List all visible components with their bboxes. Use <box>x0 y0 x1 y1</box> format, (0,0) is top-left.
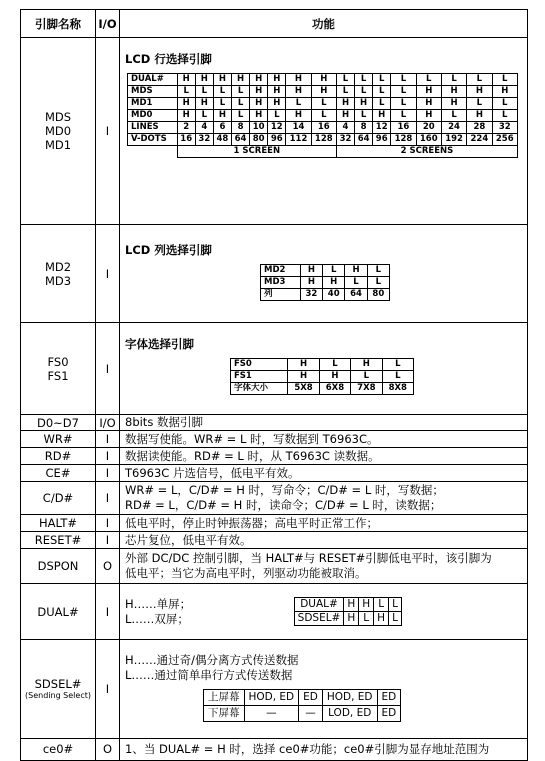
sub-table-cell: H <box>213 110 231 122</box>
pin-name: MD0 <box>44 124 72 138</box>
sub-table-label: V-DOTS <box>128 134 178 146</box>
sub-table-cell: H <box>323 277 345 289</box>
sub-table-cell: HOD, ED <box>244 689 299 705</box>
sub-table-cell: H <box>195 74 213 86</box>
sub-table-cell: 112 <box>286 134 311 146</box>
io-cell: I <box>96 515 120 532</box>
io-cell: I <box>96 465 120 482</box>
sub-table-cell: H <box>441 98 466 110</box>
io-cell: O <box>96 549 120 584</box>
line-select-table <box>127 73 518 158</box>
sub-table-cell: H <box>374 612 389 626</box>
pin-cell <box>21 38 96 225</box>
pin-name: MD3 <box>44 273 72 288</box>
sub-table-cell: L <box>336 74 354 86</box>
sub-table-cell: L <box>336 86 354 98</box>
sub-table-cell: L <box>391 110 416 122</box>
sub-table-cell: — <box>244 705 299 721</box>
sub-table-cell: L <box>382 371 413 383</box>
sub-table-cell: L <box>232 110 250 122</box>
sub-table-label: FS1 <box>231 371 288 383</box>
table-row-fs <box>21 323 528 415</box>
table-row <box>21 448 528 465</box>
dual-desc <box>125 597 290 627</box>
sub-table-cell: 32 <box>492 122 517 134</box>
func-cell <box>120 549 528 584</box>
sub-table-cell: 12 <box>373 122 391 134</box>
sub-table-cell: L <box>441 110 466 122</box>
pin-cell <box>21 640 96 739</box>
sub-table-cell: H <box>345 265 367 277</box>
sub-table-cell: H <box>351 359 382 371</box>
sub-table-cell: HOD, ED <box>322 689 377 705</box>
sub-table-cell: H <box>250 86 268 98</box>
sub-table-cell: ED <box>377 705 401 721</box>
func-text: T6963C 片选信号，低电平有效。 <box>120 465 528 482</box>
sub-table-cell: L <box>492 110 517 122</box>
sub-table-cell: H <box>467 86 492 98</box>
sub-table-cell: L <box>441 74 466 86</box>
func-text: 芯片复位，低电平有效。 <box>120 532 528 549</box>
func-text: L……通过简单串行方式传送数据 <box>125 667 293 682</box>
header-pin: 引脚名称 <box>21 10 96 38</box>
sub-table-cell: 32 <box>300 289 322 301</box>
table-row <box>21 415 528 431</box>
sub-table-cell: 8 <box>232 122 250 134</box>
func-text: RD# = L，C/D# = H 时，读命令；C/D# = L 时，读数据； <box>125 498 442 512</box>
sub-table-cell: L <box>359 612 374 626</box>
sub-table-cell: H <box>286 74 311 86</box>
table-row <box>21 532 528 549</box>
sub-table-cell: H <box>177 98 195 110</box>
sdsel-table <box>203 689 401 722</box>
sub-table-cell: H <box>344 612 359 626</box>
pin-name: DUAL# <box>21 584 96 640</box>
pin-name: FS1 <box>47 368 69 383</box>
io-cell: I <box>96 482 120 515</box>
sub-table-cell: 80 <box>367 289 389 301</box>
sub-table-cell: L <box>213 98 231 110</box>
func-text: 低电平；当它为高电平时，列驱动功能被取消。 <box>125 566 367 580</box>
func-text: WR# = L，C/D# = H 时，写命令；C/D# = L 时，写数据； <box>125 483 444 497</box>
sub-table-cell: L <box>355 110 373 122</box>
sub-table-cell: L <box>268 110 286 122</box>
sub-table-cell: 5X8 <box>288 383 319 395</box>
sub-table-cell: 4 <box>336 122 354 134</box>
pin-name: DSPON <box>21 549 96 584</box>
sub-table-cell: H <box>286 110 311 122</box>
section-title: LCD 行选择引脚 <box>125 52 212 66</box>
io-cell: O <box>96 739 120 761</box>
sub-table-cell: H <box>355 98 373 110</box>
screens-row <box>128 146 518 158</box>
sub-table-cell: L <box>416 74 441 86</box>
func-cell <box>120 482 528 515</box>
sub-table-cell: L <box>213 86 231 98</box>
table-row <box>21 465 528 482</box>
column-select-table <box>260 264 390 301</box>
sub-table-cell: L <box>367 277 389 289</box>
pin-name: SDSEL# <box>34 677 82 691</box>
sub-table-cell: H <box>288 359 319 371</box>
io-cell: I <box>96 38 120 225</box>
sub-table-cell: 256 <box>492 134 517 146</box>
sub-table-cell: LOD, ED <box>322 705 377 721</box>
sub-table-label: 字体大小 <box>231 383 288 395</box>
sub-table-cell: L <box>389 612 402 626</box>
sub-table-row <box>128 110 518 122</box>
io-cell: I/O <box>96 415 120 431</box>
sub-table-cell: H <box>213 74 231 86</box>
sub-table-cell: 80 <box>250 134 268 146</box>
sub-table-cell: 8X8 <box>382 383 413 395</box>
sub-table-cell: 64 <box>345 289 367 301</box>
sub-table-cell: H <box>336 98 354 110</box>
table-row <box>21 482 528 515</box>
sub-table-cell: H <box>416 110 441 122</box>
io-cell: I <box>96 640 120 739</box>
sub-table-cell: L <box>391 86 416 98</box>
table-row-md2 <box>21 225 528 323</box>
sub-table-cell: H <box>250 110 268 122</box>
sub-table-cell: 32 <box>195 134 213 146</box>
sub-table-cell: 16 <box>391 122 416 134</box>
sub-table-label: DUAL# <box>294 598 344 612</box>
io-cell: I <box>96 225 120 323</box>
dual-table <box>294 597 402 626</box>
sub-table-row <box>128 98 518 110</box>
pin-name: WR# <box>21 431 96 448</box>
sub-table-row <box>204 689 401 705</box>
sub-table-cell: 16 <box>177 134 195 146</box>
table-header-row <box>21 10 528 38</box>
sub-table-cell: L <box>373 74 391 86</box>
sub-table-cell: 192 <box>441 134 466 146</box>
func-text: H……单屏； <box>125 596 192 611</box>
sub-table-cell: H <box>416 86 441 98</box>
sub-table-label: 下屏幕 <box>204 705 245 721</box>
sub-table-cell: L <box>232 86 250 98</box>
sub-table-cell: H <box>344 598 359 612</box>
pin-name: ce0# <box>21 739 96 761</box>
sub-table-label: MD1 <box>128 98 178 110</box>
sub-table-cell: L <box>492 98 517 110</box>
sub-table-cell: 96 <box>268 134 286 146</box>
io-cell: I <box>96 448 120 465</box>
sub-table-cell: H <box>336 110 354 122</box>
sub-table-cell: L <box>367 265 389 277</box>
sub-table-cell: 2 <box>177 122 195 134</box>
sub-table-cell: H <box>288 371 319 383</box>
header-io: I/O <box>96 10 120 38</box>
func-text: L……双屏； <box>125 611 189 626</box>
sub-table-cell: L <box>319 359 350 371</box>
sub-table-row <box>128 134 518 146</box>
io-cell: I <box>96 584 120 640</box>
io-cell: I <box>96 431 120 448</box>
sub-table-cell: L <box>345 277 367 289</box>
sub-table-cell: 24 <box>441 122 466 134</box>
sub-table-label <box>128 146 178 158</box>
pin-name: CE# <box>21 465 96 482</box>
func-text: 数据写使能。WR# = L 时，写数据到 T6963C。 <box>120 431 528 448</box>
sub-table-cell: L <box>391 74 416 86</box>
table-row-sdsel <box>21 640 528 739</box>
pin-name: FS0 <box>47 354 69 369</box>
sub-table-cell: H <box>286 86 311 98</box>
sub-table-cell: L <box>355 86 373 98</box>
sub-table-cell: H <box>250 74 268 86</box>
sub-table-cell: L <box>195 86 213 98</box>
sub-table-cell: L <box>323 265 345 277</box>
sub-table-cell: H <box>373 110 391 122</box>
sub-table-cell: 8 <box>355 122 373 134</box>
sub-table-cell: H <box>177 74 195 86</box>
sub-table-cell: 7X8 <box>351 383 382 395</box>
sub-table-cell: H <box>300 277 322 289</box>
sub-table-cell: 12 <box>268 122 286 134</box>
pin-name: C/D# <box>21 482 96 515</box>
sub-table-cell: L <box>351 371 382 383</box>
table-row-ce0 <box>21 739 528 761</box>
sub-table-label: MD0 <box>128 110 178 122</box>
sub-table-cell: H <box>268 86 286 98</box>
sub-table-cell: 48 <box>213 134 231 146</box>
func-cell <box>120 38 528 225</box>
sub-table-cell: 6X8 <box>319 383 350 395</box>
sub-table-row <box>261 277 390 289</box>
func-text: H……通过奇/偶分离方式传送数据 <box>125 652 299 667</box>
sub-table-cell: H <box>319 371 350 383</box>
func-text: 1、当 DUAL# = H 时，选择 ce0#功能；ce0#引脚为显存地址范围为 <box>120 739 528 761</box>
io-cell: I <box>96 532 120 549</box>
sub-table-cell: H <box>300 265 322 277</box>
sub-table-row <box>261 265 390 277</box>
sub-table-cell: H <box>467 110 492 122</box>
sub-table-cell: ED <box>299 689 323 705</box>
sub-table-row <box>294 598 401 612</box>
sub-table-cell: — <box>299 705 323 721</box>
func-cell <box>120 640 528 739</box>
sub-table-cell: 16 <box>311 122 336 134</box>
sub-table-cell: 6 <box>213 122 231 134</box>
screen-label: 1 SCREEN <box>177 146 336 158</box>
sub-table-cell: H <box>268 98 286 110</box>
sub-table-cell: L <box>311 98 336 110</box>
sub-table-cell: H <box>359 598 374 612</box>
sub-table-cell: 224 <box>467 134 492 146</box>
sub-table-cell: L <box>232 98 250 110</box>
sub-table-cell: H <box>195 98 213 110</box>
sub-table-cell: L <box>492 74 517 86</box>
sub-table-cell: 64 <box>232 134 250 146</box>
sub-table-row <box>231 371 414 383</box>
sub-table-row <box>204 705 401 721</box>
pin-cell <box>21 323 96 415</box>
table-row-dual <box>21 584 528 640</box>
sub-table-cell: H <box>311 86 336 98</box>
sub-table-cell: L <box>195 110 213 122</box>
sub-table-cell: 64 <box>355 134 373 146</box>
pin-name: MD2 <box>44 259 72 274</box>
section-title: LCD 列选择引脚 <box>125 243 212 257</box>
func-text: 8bits 数据引脚 <box>120 415 528 431</box>
sub-table-cell: 128 <box>311 134 336 146</box>
sub-table-cell: H <box>311 74 336 86</box>
sub-table-cell: 128 <box>391 134 416 146</box>
sub-table-cell: H <box>177 110 195 122</box>
sub-table-row <box>294 612 401 626</box>
func-cell <box>120 323 528 415</box>
pin-name: RESET# <box>21 532 96 549</box>
sub-table-cell: L <box>373 86 391 98</box>
sub-table-cell: L <box>389 598 402 612</box>
header-func: 功能 <box>120 10 528 38</box>
sub-table-label: MDS <box>128 86 178 98</box>
sub-table-label: 列 <box>261 289 301 301</box>
pin-function-table <box>20 9 528 761</box>
sub-table-cell: L <box>391 98 416 110</box>
func-cell <box>120 225 528 323</box>
sub-table-cell: 10 <box>250 122 268 134</box>
sub-table-cell: H <box>416 98 441 110</box>
sub-table-cell: 96 <box>373 134 391 146</box>
func-text: 低电平时，停止时钟振荡器；高电平时正常工作； <box>120 515 528 532</box>
pin-name: RD# <box>21 448 96 465</box>
section-title: 字体选择引脚 <box>125 337 194 351</box>
sub-table-cell: 28 <box>467 122 492 134</box>
font-select-table <box>230 358 414 395</box>
sub-table-cell: 40 <box>323 289 345 301</box>
sub-table-cell: H <box>232 74 250 86</box>
sub-table-label: SDSEL# <box>294 612 344 626</box>
sub-table-cell: 4 <box>195 122 213 134</box>
sub-table-cell: L <box>373 98 391 110</box>
func-text: 外部 DC/DC 控制引脚，当 HALT#与 RESET#引脚低电平时，该引脚为 <box>125 551 492 565</box>
sub-table-cell: L <box>467 74 492 86</box>
pin-cell <box>21 225 96 323</box>
sub-table-row <box>128 122 518 134</box>
sub-table-cell: 160 <box>416 134 441 146</box>
sub-table-cell: ED <box>377 689 401 705</box>
pin-sub-label: (Sending Select) <box>25 691 91 700</box>
sub-table-cell: L <box>355 74 373 86</box>
sub-table-label: FS0 <box>231 359 288 371</box>
sub-table-cell: 14 <box>286 122 311 134</box>
func-cell <box>120 584 528 640</box>
sub-table-row <box>261 289 390 301</box>
sub-table-cell: 32 <box>336 134 354 146</box>
sub-table-cell: H <box>492 86 517 98</box>
sub-table-cell: H <box>441 86 466 98</box>
sub-table-cell: L <box>311 110 336 122</box>
table-row-mds <box>21 38 528 225</box>
table-row <box>21 515 528 532</box>
io-cell: I <box>96 323 120 415</box>
sub-table-cell: H <box>268 74 286 86</box>
sub-table-cell: 20 <box>416 122 441 134</box>
pin-name: MDS <box>44 110 72 124</box>
sub-table-row <box>231 359 414 371</box>
sub-table-cell: H <box>250 98 268 110</box>
pin-name: HALT# <box>21 515 96 532</box>
sub-table-row <box>128 86 518 98</box>
table-row <box>21 431 528 448</box>
sub-table-row <box>231 383 414 395</box>
sub-table-cell: L <box>177 86 195 98</box>
sub-table-label: MD3 <box>261 277 301 289</box>
pin-name: D0~D7 <box>21 415 96 431</box>
sub-table-label: 上屏幕 <box>204 689 245 705</box>
sub-table-cell: L <box>286 98 311 110</box>
sub-table-label: LINES <box>128 122 178 134</box>
pin-name: MD1 <box>44 138 72 152</box>
func-text: 数据读使能。RD# = L 时，从 T6963C 读数据。 <box>120 448 528 465</box>
screen-label: 2 SCREENS <box>336 146 517 158</box>
sub-table-cell: L <box>374 598 389 612</box>
sub-table-cell: L <box>467 98 492 110</box>
sub-table-label: MD2 <box>261 265 301 277</box>
sub-table-label: DUAL# <box>128 74 178 86</box>
sub-table-row <box>128 74 518 86</box>
table-row <box>21 549 528 584</box>
sub-table-cell: L <box>382 359 413 371</box>
